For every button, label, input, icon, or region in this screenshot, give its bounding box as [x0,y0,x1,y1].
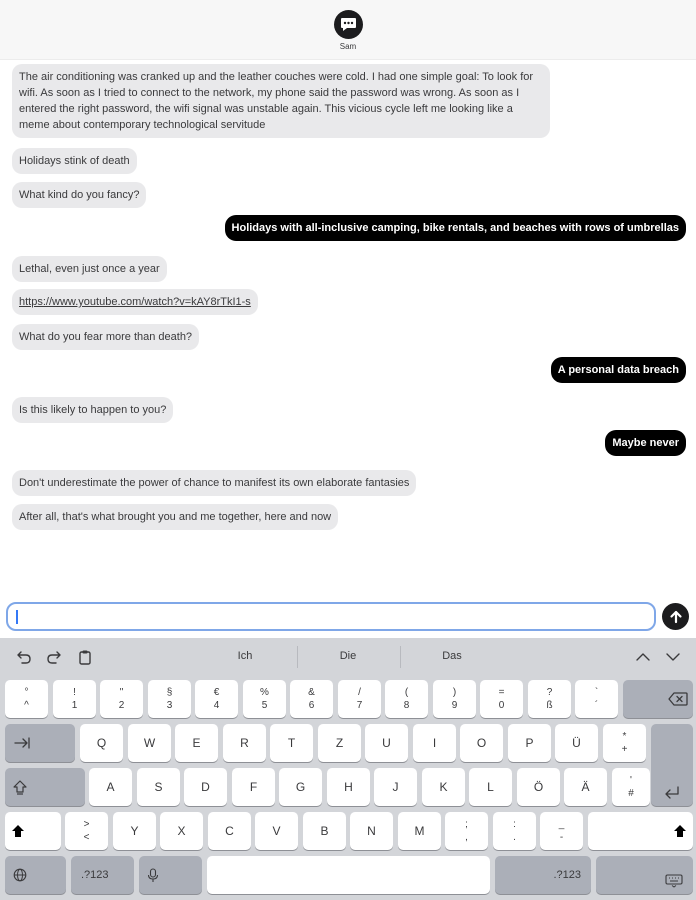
numbers-key-left[interactable]: .?123 [71,856,134,894]
suggestion-divider [297,646,298,668]
key-symbol[interactable] [612,768,650,806]
key-char: ß [546,700,553,711]
key-letter[interactable]: V [255,812,298,850]
key-shift-char: _ [558,819,565,830]
contact-avatar[interactable] [334,10,363,39]
key-number[interactable] [575,680,618,718]
key-shift-char: ( [404,687,409,698]
key-letter[interactable]: Q [80,724,123,762]
key-letter[interactable]: T [270,724,313,762]
chevron-down-icon[interactable] [664,648,682,666]
key-shift-char: % [260,687,269,698]
message-bubble-outgoing: A personal data breach [551,357,686,383]
key-letter[interactable]: A [89,768,132,806]
shift-key-left[interactable] [5,812,61,850]
key-char: 5 [261,700,268,711]
key-number[interactable] [5,680,48,718]
key-letter[interactable]: P [508,724,551,762]
key-number[interactable] [290,680,333,718]
message-bubble-incoming: Lethal, even just once a year [12,256,167,282]
key-number[interactable] [480,680,523,718]
message-bubble-incoming: Holidays stink of death [12,148,137,174]
space-bar[interactable] [207,856,490,894]
key-number[interactable] [433,680,476,718]
key-char: + [621,744,628,755]
key-letter[interactable]: B [303,812,346,850]
globe-key[interactable] [5,856,66,894]
key-symbol[interactable] [493,812,536,850]
message-bubble-incoming: Don't underestimate the power of chance to manifest its own elaborate fantasies [12,470,416,496]
key-letter[interactable]: L [469,768,512,806]
key-number[interactable] [338,680,381,718]
message-bubble-outgoing: Holidays with all-inclusive camping, bike rentals, and beaches with rows of umbrellas [225,215,686,241]
return-key[interactable] [651,724,693,806]
globe-icon [13,868,27,882]
key-char: 9 [451,700,458,711]
key-shift-char: ' [630,775,632,786]
key-letter[interactable]: F [232,768,275,806]
keyboard-hide-icon [665,874,683,888]
message-bubble-incoming: After all, that's what brought you and me together, here and now [12,504,338,530]
key-char: ^ [24,700,29,711]
speech-bubble-icon [340,17,357,32]
key-letter[interactable]: Z [318,724,361,762]
key-shift-char: € [213,687,220,698]
key-char: < [83,832,90,843]
message-thread [0,60,696,600]
keyboard [0,638,696,900]
key-shift-char: ? [546,687,553,698]
key-letter[interactable]: U [365,724,408,762]
microphone-icon [147,868,159,883]
backspace-icon [668,692,688,706]
key-letter[interactable]: Ö [517,768,560,806]
tab-icon [14,737,30,749]
key-shift-char: " [119,687,124,698]
key-letter[interactable]: W [128,724,171,762]
key-char: 1 [71,700,78,711]
key-letter[interactable]: R [223,724,266,762]
suggestion-3[interactable]: Das [442,650,462,662]
key-shift-char: / [358,687,361,698]
suggestion-1[interactable]: Ich [237,650,253,662]
key-number[interactable] [195,680,238,718]
key-char: 3 [166,700,173,711]
key-shift-char: ! [73,687,76,698]
key-char: ´ [594,700,599,711]
key-letter[interactable]: I [413,724,456,762]
key-char: 0 [498,700,505,711]
undo-icon[interactable] [15,648,33,666]
dictation-key[interactable] [139,856,202,894]
key-letter[interactable]: J [374,768,417,806]
key-char: 2 [118,700,125,711]
key-shift-char: ` [594,687,599,698]
hide-keyboard-key[interactable] [596,856,693,894]
key-shift-char: = [498,687,505,698]
key-letter[interactable]: K [422,768,465,806]
shift-icon [11,824,25,838]
key-shift-char: * [622,731,627,742]
key-letter[interactable]: Ü [555,724,598,762]
clipboard-icon[interactable] [76,648,94,666]
key-number[interactable] [148,680,191,718]
key-letter[interactable]: N [350,812,393,850]
message-bubble-incoming: Is this likely to happen to you? [12,397,173,423]
key-symbol[interactable] [603,724,646,762]
chevron-up-icon[interactable] [634,648,652,666]
key-number[interactable] [385,680,428,718]
send-button[interactable] [662,603,689,630]
suggestion-2[interactable]: Die [339,650,357,662]
tab-key[interactable] [5,724,75,762]
key-number[interactable] [243,680,286,718]
message-input[interactable] [6,602,656,631]
key-char: 8 [403,700,410,711]
caps-lock-icon [12,779,28,795]
key-symbol[interactable] [540,812,583,850]
text-caret [16,610,18,624]
key-shift-char: & [308,687,315,698]
key-shift-char: ° [24,687,29,698]
key-letter[interactable]: D [184,768,227,806]
return-icon [664,786,680,800]
suggestion-divider [400,646,401,668]
arrow-up-icon [669,610,683,624]
key-shift-char: : [513,819,516,830]
numbers-key-right[interactable]: .?123 [495,856,591,894]
key-number[interactable] [53,680,96,718]
key-char: - [559,832,564,843]
key-letter[interactable]: X [160,812,203,850]
shift-key-right[interactable] [588,812,693,850]
caps-lock-key[interactable] [5,768,85,806]
message-bubble-incoming: What do you fear more than death? [12,324,199,350]
suggestion-bar [0,638,696,676]
contact-name: Sam [339,42,357,51]
key-letter[interactable]: G [279,768,322,806]
key-letter[interactable]: Ä [564,768,607,806]
key-letter[interactable]: M [398,812,441,850]
key-char: . [513,832,516,843]
key-symbol[interactable] [65,812,108,850]
key-shift-char: § [166,687,173,698]
key-char: , [465,832,468,843]
key-char: 6 [308,700,315,711]
key-char: 4 [213,700,220,711]
message-bubble-incoming: What kind do you fancy? [12,182,146,208]
key-number[interactable] [528,680,571,718]
key-char: # [628,788,634,799]
key-number[interactable] [100,680,143,718]
key-letter[interactable]: O [460,724,503,762]
key-letter[interactable]: Y [113,812,156,850]
backspace-key[interactable] [623,680,693,718]
message-bubble-outgoing: Maybe never [605,430,686,456]
message-link[interactable]: https://www.youtube.com/watch?v=kAY8rTkI1-s [12,289,258,315]
key-letter[interactable]: S [137,768,180,806]
key-shift-char: ; [465,819,468,830]
chat-header [0,0,696,60]
key-letter[interactable]: H [327,768,370,806]
key-shift-char: ) [452,687,457,698]
key-letter[interactable]: C [208,812,251,850]
key-shift-char: > [83,819,90,830]
key-char: 7 [356,700,363,711]
shift-icon [673,824,687,838]
key-letter[interactable]: E [175,724,218,762]
key-symbol[interactable] [445,812,488,850]
message-bubble-incoming: The air conditioning was cranked up and the leather couches were cold. I had one simple goal: To look for wifi. As soon as I tried to connect to the network, my phone said the password was wrong. As soon as I entered the right password, the wifi signal was unstable again. This vicious cycle left me looking like a meme about contemporary technological servitude [12,64,550,138]
redo-icon[interactable] [45,648,63,666]
